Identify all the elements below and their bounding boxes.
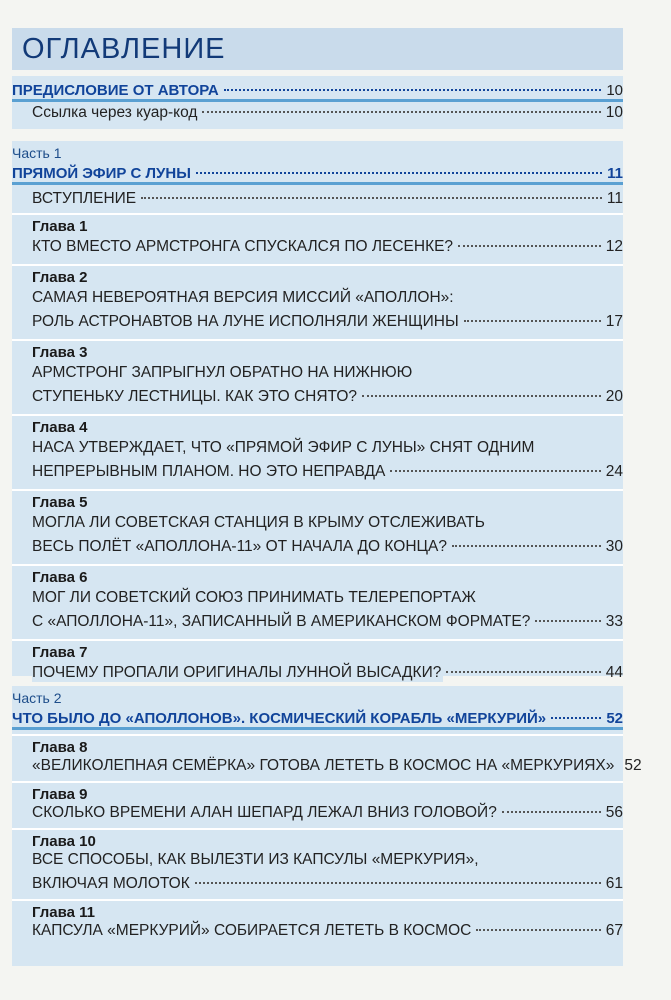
intro-title: ВСТУПЛЕНИЕ xyxy=(32,190,137,207)
chapter-entry[interactable] xyxy=(12,463,623,481)
chapter-entry[interactable] xyxy=(12,388,623,406)
chapter-entry[interactable] xyxy=(12,238,623,256)
part1-page: 11 xyxy=(607,165,623,182)
chapter-label: Глава 10 xyxy=(32,833,96,850)
chapter-title-line: САМАЯ НЕВЕРОЯТНАЯ ВЕРСИЯ МИССИЙ «АПОЛЛОН»: xyxy=(32,289,454,306)
chapter-label: Глава 4 xyxy=(32,419,88,436)
part2-label: Часть 2 xyxy=(12,690,62,706)
chapter-title-line: МОГ ЛИ СОВЕТСКИЙ СОЮЗ ПРИНИМАТЬ ТЕЛЕРЕПОРТАЖ xyxy=(32,589,476,606)
part2-heading[interactable] xyxy=(12,710,623,727)
part1-heading[interactable] xyxy=(12,165,623,182)
chapter-label: Глава 8 xyxy=(32,739,88,756)
chapter-title-line: ВЕСЬ ПОЛЁТ «АПОЛЛОНА-11» ОТ НАЧАЛА ДО КОНЦА? xyxy=(32,538,447,555)
preface-entry[interactable] xyxy=(12,82,623,99)
chapter-title-line: РОЛЬ АСТРОНАВТОВ НА ЛУНЕ ИСПОЛНЯЛИ ЖЕНЩИНЫ xyxy=(32,313,459,330)
dot-leader xyxy=(196,172,602,174)
chapter-entry[interactable] xyxy=(12,538,623,556)
preface-block xyxy=(12,76,623,129)
chapter-page: 67 xyxy=(605,922,623,939)
chapter-title-line: КТО ВМЕСТО АРМСТРОНГА СПУСКАЛСЯ ПО ЛЕСЕНКЕ? xyxy=(32,238,454,255)
section-underline xyxy=(12,99,623,102)
chapter-title-line: С «АПОЛЛОНА-11», ЗАПИСАННЫЙ В АМЕРИКАНСКОМ ФОРМАТЕ? xyxy=(32,613,531,630)
section-underline xyxy=(12,182,623,185)
chapter-label: Глава 9 xyxy=(32,786,88,803)
qr-link-page: 10 xyxy=(605,104,623,121)
chapter-page: 30 xyxy=(605,538,623,555)
chapter-divider xyxy=(12,899,623,901)
chapter-page: 52 xyxy=(624,757,642,774)
chapter-title-line: ВКЛЮЧАЯ МОЛОТОК xyxy=(32,875,190,892)
chapter-page: 44 xyxy=(605,664,623,681)
dot-leader xyxy=(362,395,601,397)
dot-leader xyxy=(202,111,600,113)
chapter-divider xyxy=(12,414,623,416)
chapter-page: 12 xyxy=(605,238,623,255)
chapter-divider xyxy=(12,489,623,491)
qr-link-entry[interactable] xyxy=(12,104,623,122)
chapter-divider xyxy=(12,781,623,783)
chapter-entry[interactable] xyxy=(12,664,623,682)
dot-leader xyxy=(476,929,600,931)
intro-entry[interactable] xyxy=(12,190,623,208)
part2-title: ЧТО БЫЛО ДО «АПОЛЛОНОВ». КОСМИЧЕСКИЙ КОРАБЛЬ «МЕРКУРИЙ» xyxy=(12,710,547,727)
chapter-page: 61 xyxy=(605,875,623,892)
chapter-title-line: КАПСУЛА «МЕРКУРИЙ» СОБИРАЕТСЯ ЛЕТЕТЬ В КОСМОС xyxy=(32,922,472,939)
dot-leader xyxy=(464,320,601,322)
chapter-title-line: НЕПРЕРЫВНЫМ ПЛАНОМ. НО ЭТО НЕПРАВДА xyxy=(32,463,386,480)
chapter-label: Глава 3 xyxy=(32,344,88,361)
part1-title: ПРЯМОЙ ЭФИР С ЛУНЫ xyxy=(12,165,191,182)
chapter-label: Глава 7 xyxy=(32,644,88,661)
dot-leader xyxy=(452,545,601,547)
chapter-entry[interactable] xyxy=(12,613,623,631)
chapter-divider xyxy=(12,639,623,641)
chapter-divider xyxy=(12,339,623,341)
part2-page: 52 xyxy=(606,710,623,727)
chapter-divider xyxy=(12,564,623,566)
chapter-title-line: НАСА УТВЕРЖДАЕТ, ЧТО «ПРЯМОЙ ЭФИР С ЛУНЫ» СНЯТ ОДНИМ xyxy=(32,439,535,456)
chapter-divider xyxy=(12,213,623,215)
chapter-title-line: АРМСТРОНГ ЗАПРЫГНУЛ ОБРАТНО НА НИЖНЮЮ xyxy=(32,364,413,381)
chapter-label: Глава 2 xyxy=(32,269,88,286)
chapter-divider xyxy=(12,264,623,266)
intro-page: 11 xyxy=(606,190,623,207)
chapter-entry[interactable] xyxy=(12,313,623,331)
chapter-title-line: СТУПЕНЬКУ ЛЕСТНИЦЫ. КАК ЭТО СНЯТО? xyxy=(32,388,357,405)
qr-link-title: Ссылка через куар-код xyxy=(32,104,198,121)
chapter-title-line: ПОЧЕМУ ПРОПАЛИ ОРИГИНАЛЫ ЛУННОЙ ВЫСАДКИ? xyxy=(32,664,442,681)
preface-page: 10 xyxy=(606,82,623,99)
dot-leader xyxy=(446,671,600,673)
chapter-entry[interactable] xyxy=(12,757,642,775)
chapter-entry[interactable] xyxy=(12,875,623,893)
chapter-page: 24 xyxy=(605,463,623,480)
dot-leader xyxy=(141,197,602,199)
chapter-divider xyxy=(12,828,623,830)
part2-block xyxy=(12,686,642,966)
chapter-title-line: ВСЕ СПОСОБЫ, КАК ВЫЛЕЗТИ ИЗ КАПСУЛЫ «МЕРКУРИЯ», xyxy=(32,851,479,868)
chapter-entry[interactable] xyxy=(12,922,623,940)
section-underline xyxy=(12,727,623,730)
chapter-title-line: «ВЕЛИКОЛЕПНАЯ СЕМЁРКА» ГОТОВА ЛЕТЕТЬ В КОСМОС НА «МЕРКУРИЯХ» xyxy=(32,757,615,774)
toc-title: ОГЛАВЛЕНИЕ xyxy=(12,28,623,70)
chapter-page: 17 xyxy=(605,313,623,330)
chapter-label: Глава 6 xyxy=(32,569,88,586)
part1-label: Часть 1 xyxy=(12,145,62,161)
chapter-entry[interactable] xyxy=(12,804,623,822)
chapter-page: 56 xyxy=(605,804,623,821)
dot-leader xyxy=(551,717,601,719)
preface-title: ПРЕДИСЛОВИЕ ОТ АВТОРА xyxy=(12,82,219,99)
dot-leader xyxy=(535,620,600,622)
dot-leader xyxy=(458,245,601,247)
chapter-divider xyxy=(12,734,623,736)
chapter-label: Глава 11 xyxy=(32,904,96,921)
chapter-title-line: СКОЛЬКО ВРЕМЕНИ АЛАН ШЕПАРД ЛЕЖАЛ ВНИЗ ГОЛОВОЙ? xyxy=(32,804,497,821)
dot-leader xyxy=(502,811,601,813)
chapter-page: 20 xyxy=(605,388,623,405)
part1-block xyxy=(12,141,623,681)
chapter-title-line: МОГЛА ЛИ СОВЕТСКАЯ СТАНЦИЯ В КРЫМУ ОТСЛЕЖИВАТЬ xyxy=(32,514,485,531)
dot-leader xyxy=(224,89,602,91)
chapter-label: Глава 5 xyxy=(32,494,88,511)
chapter-label: Глава 1 xyxy=(32,218,88,235)
dot-leader xyxy=(390,470,600,472)
chapter-page: 33 xyxy=(605,613,623,630)
dot-leader xyxy=(195,882,601,884)
